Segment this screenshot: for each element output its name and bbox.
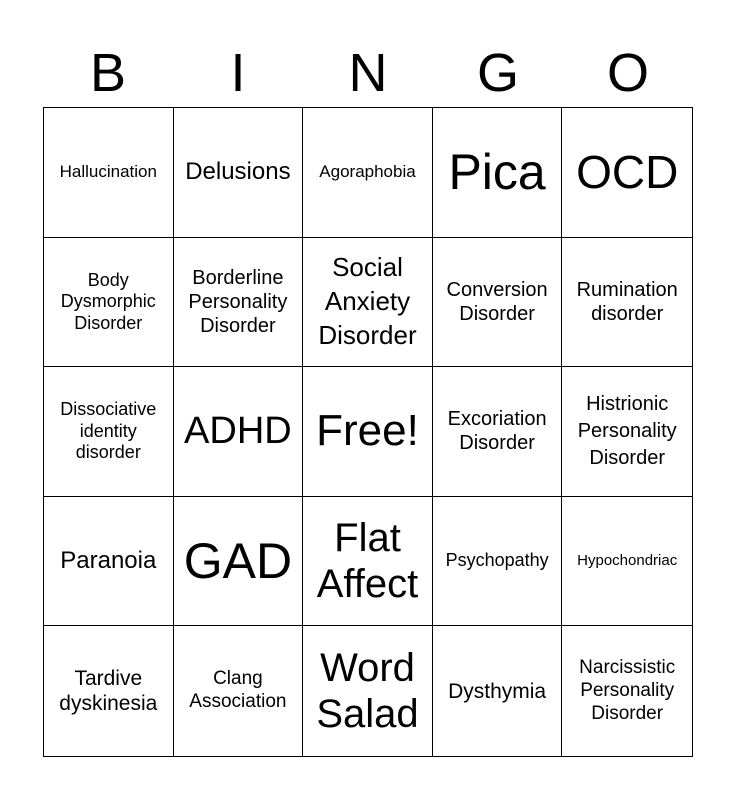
- bingo-cell[interactable]: Excoriation Disorder: [433, 367, 563, 497]
- bingo-cell[interactable]: Free!: [303, 367, 433, 497]
- bingo-cell[interactable]: Conversion Disorder: [433, 238, 563, 368]
- bingo-cell[interactable]: Narcissistic Personality Disorder: [579, 657, 676, 724]
- bingo-cell[interactable]: Dissociative identity disorder: [44, 367, 174, 497]
- bingo-cell[interactable]: Tardive dyskinesia: [44, 626, 174, 756]
- bingo-cell[interactable]: OCD: [562, 108, 692, 238]
- header-letter-n: N: [348, 43, 388, 103]
- bingo-cell[interactable]: Paranoia: [44, 497, 174, 627]
- bingo-cell[interactable]: Borderline Personality Disorder: [174, 238, 304, 368]
- bingo-cell[interactable]: Pica: [433, 108, 563, 238]
- bingo-cell[interactable]: Dysthymia: [433, 626, 563, 756]
- bingo-cell[interactable]: GAD: [174, 497, 304, 627]
- bingo-header: [43, 40, 693, 106]
- bingo-cell[interactable]: Hallucination: [44, 108, 174, 238]
- header-letter-o: O: [606, 43, 649, 103]
- bingo-cell[interactable]: Clang Association: [174, 626, 304, 756]
- header-letter-b: B: [89, 43, 127, 103]
- header-letter-g: G: [476, 43, 519, 103]
- bingo-cell[interactable]: Social Anxiety Disorder: [303, 238, 433, 368]
- bingo-cell[interactable]: Psychopathy: [433, 497, 563, 627]
- bingo-cell[interactable]: Delusions: [174, 108, 304, 238]
- bingo-cell[interactable]: Word Salad: [303, 626, 433, 756]
- bingo-cell[interactable]: Flat Affect: [303, 497, 433, 627]
- bingo-cell[interactable]: Histrionic Personality Disorder: [562, 367, 692, 497]
- bingo-cell[interactable]: Body Dysmorphic Disorder: [44, 238, 174, 368]
- header-letter-i: I: [230, 43, 246, 103]
- bingo-cell[interactable]: Rumination disorder: [562, 238, 692, 368]
- bingo-cell[interactable]: Hypochondriac: [562, 497, 692, 627]
- bingo-cell[interactable]: Agoraphobia: [303, 108, 433, 238]
- bingo-board: [43, 107, 693, 757]
- bingo-cell[interactable]: ADHD: [174, 367, 304, 497]
